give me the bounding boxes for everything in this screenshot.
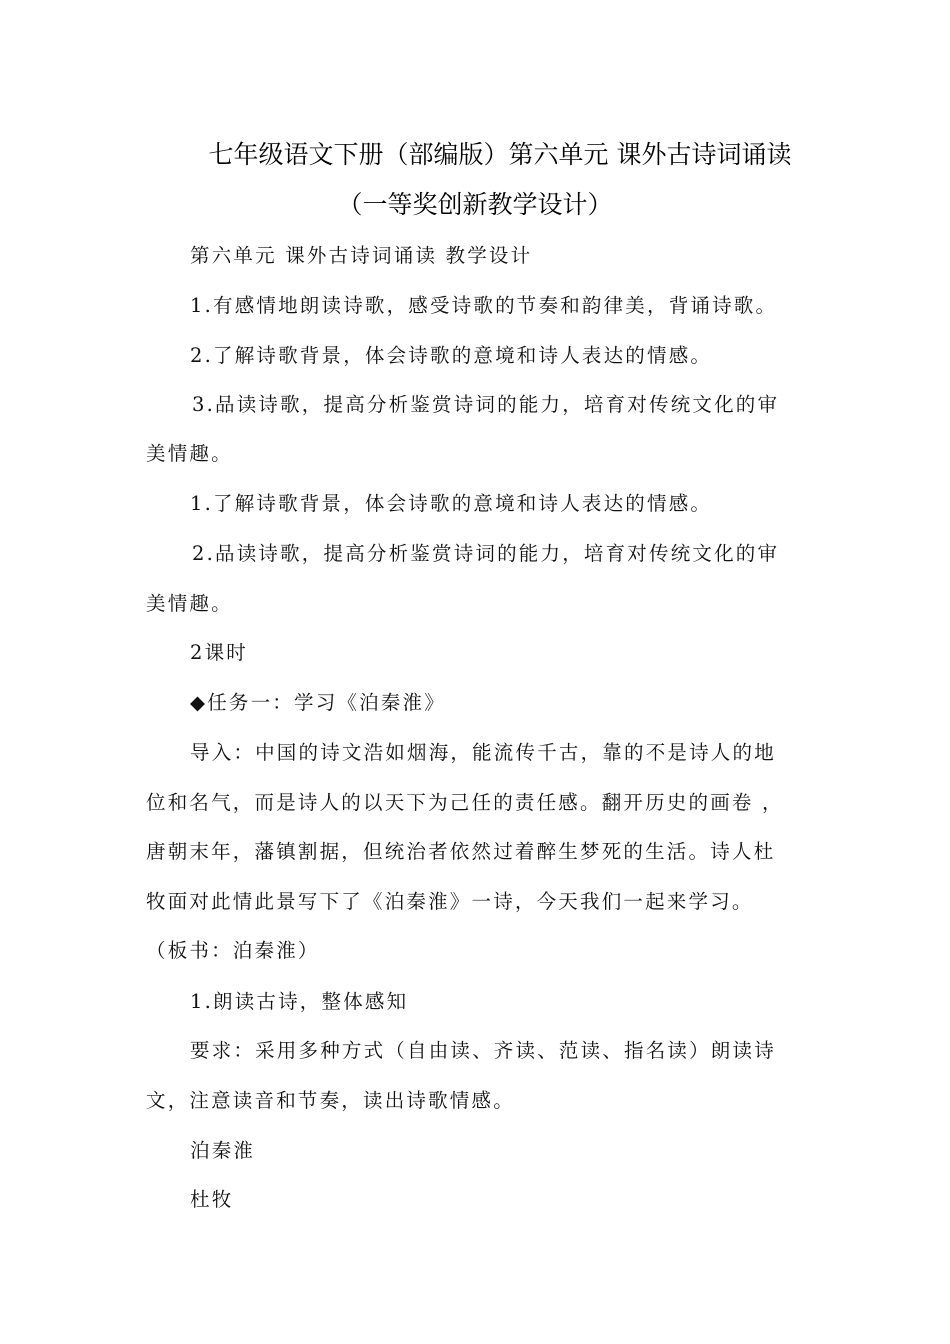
objective-1: 1.有感情地朗读诗歌，感受诗歌的节奏和韵律美，背诵诗歌。 [190, 294, 778, 317]
requirement-line-1: 要求：采用多种方式（自由读、齐读、范读、指名读）朗读诗 [190, 1039, 776, 1062]
intro-line-4: 牧面对此情此景写下了《泊秦淮》一诗，今天我们一起来学习。 [146, 890, 754, 913]
objective-3-cont: 美情趣。 [146, 442, 233, 465]
poem-author: 杜牧 [190, 1188, 234, 1211]
task-heading: ◆任务一：学习《泊秦淮》 [190, 691, 446, 714]
key-point-1: 1.了解诗歌背景，体会诗歌的意境和诗人表达的情感。 [190, 492, 713, 515]
requirement-line-2: 文，注意读音和节奏，读出诗歌情感。 [146, 1089, 515, 1112]
step-1-heading: 1.朗读古诗，整体感知 [190, 990, 409, 1013]
intro-line-1: 导入：中国的诗文浩如烟海，能流传千古，靠的不是诗人的地 [190, 741, 776, 764]
intro-line-5: （板书：泊秦淮） [146, 939, 320, 962]
objective-2: 2.了解诗歌背景，体会诗歌的意境和诗人表达的情感。 [190, 344, 713, 367]
key-point-2-cont: 美情趣。 [146, 592, 233, 615]
key-point-2: 2.品读诗歌，提高分析鉴赏诗词的能力，培育对传统文化的审 [192, 542, 780, 565]
poem-title: 泊秦淮 [190, 1139, 256, 1162]
document-title-line-1: 七年级语文下册（部编版）第六单元 课外古诗词诵读 [208, 140, 792, 169]
intro-line-2: 位和名气，而是诗人的以天下为己任的责任感。翻开历史的画卷 ， [146, 791, 784, 814]
class-hours: 2课时 [190, 641, 249, 664]
objective-3: 3.品读诗歌，提高分析鉴赏诗词的能力，培育对传统文化的审 [192, 393, 780, 416]
document-title-line-2: （一等奖创新教学设计） [337, 190, 613, 219]
document-subtitle: 第六单元 课外古诗词诵读 教学设计 [190, 244, 533, 267]
intro-line-3: 唐朝末年，藩镇割据，但统治者依然过着醉生梦死的生活。诗人杜 [146, 840, 776, 863]
